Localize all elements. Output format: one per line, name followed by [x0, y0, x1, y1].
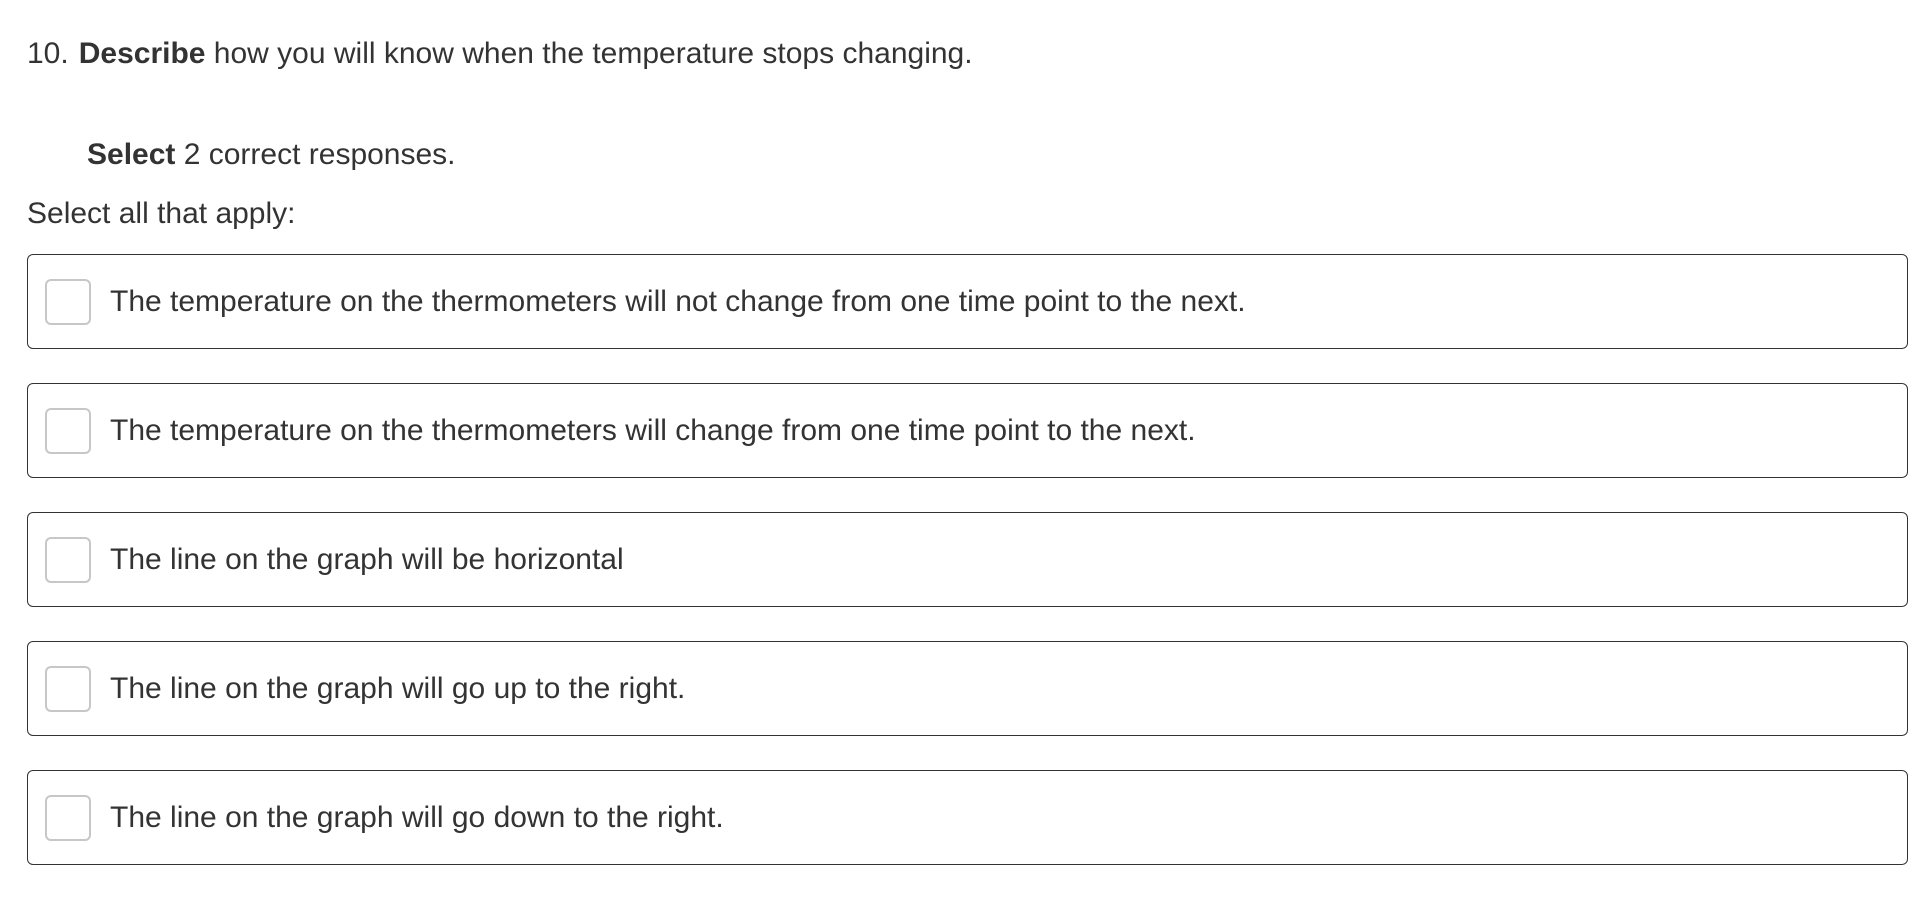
answer-option-label: The line on the graph will be horizontal [110, 542, 624, 576]
answer-option-label: The line on the graph will go down to the right. [110, 800, 724, 834]
checkbox-option-5[interactable] [45, 795, 91, 841]
question-prompt [27, 34, 973, 74]
answer-option-label: The line on the graph will go up to the right. [110, 671, 686, 705]
checkbox-option-1[interactable] [45, 279, 91, 325]
selection-instruction [87, 135, 456, 175]
checkbox-option-3[interactable] [45, 537, 91, 583]
answer-option-label: The temperature on the thermometers will change from one time point to the next. [110, 413, 1196, 447]
checkbox-option-2[interactable] [45, 408, 91, 454]
answer-option-2[interactable] [27, 383, 1908, 478]
question-number: 10. [27, 37, 69, 70]
answer-options [27, 254, 1908, 899]
answer-option-4[interactable] [27, 641, 1908, 736]
question-bold-lead: Describe [78, 37, 206, 70]
instruction-text: 2 correct responses. [175, 138, 456, 171]
answer-option-label: The temperature on the thermometers will not change from one time point to the next. [110, 284, 1246, 318]
answer-option-3[interactable] [27, 512, 1908, 607]
checkbox-option-4[interactable] [45, 666, 91, 712]
answer-option-1[interactable] [27, 254, 1908, 349]
answer-option-5[interactable] [27, 770, 1908, 865]
question-text: how you will know when the temperature stops changing. [205, 37, 973, 70]
instruction-bold-lead: Select [87, 138, 176, 171]
select-all-label: Select all that apply: [27, 197, 296, 230]
